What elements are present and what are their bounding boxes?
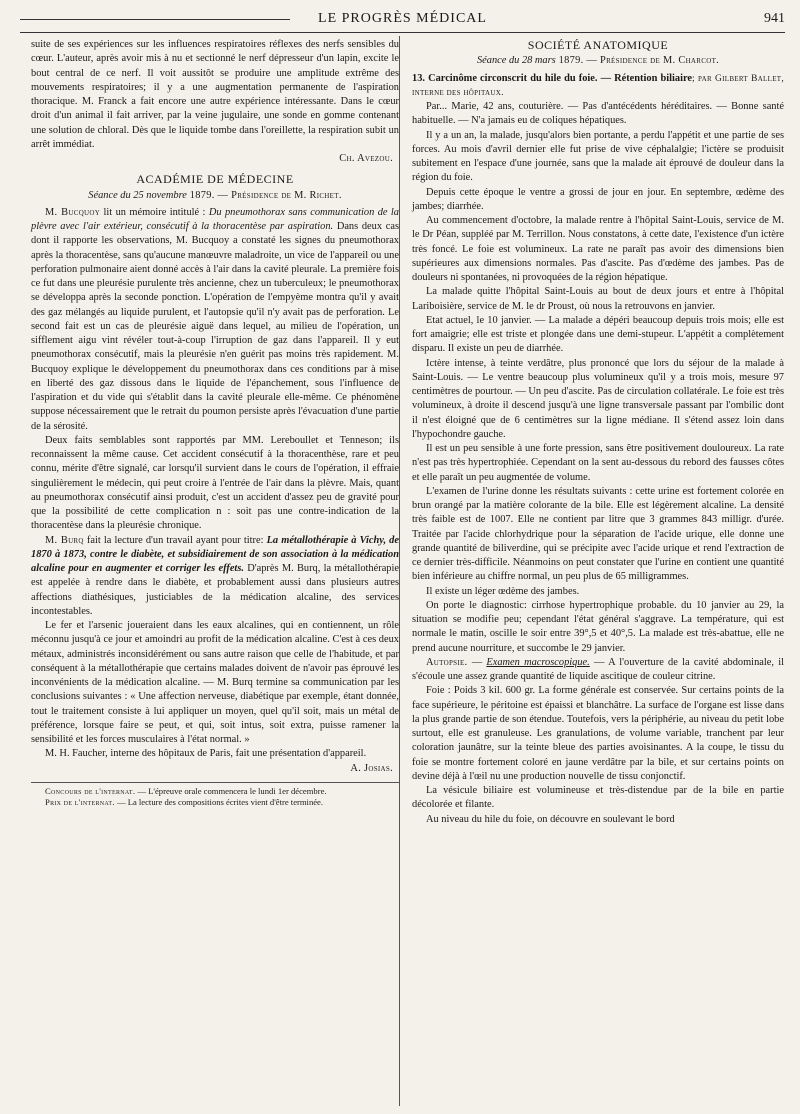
note-prix-text: — La lecture des compositions écrites vient d'être terminée. (114, 797, 324, 808)
burq-name: M. Burq (45, 534, 84, 546)
faucher-paragraph: M. H. Faucher, interne des hôpitaux de Paris, fait une présentation d'appareil. (45, 748, 367, 760)
note-concours (31, 786, 399, 798)
running-header (20, 10, 785, 33)
case-paragraph-2: Il y a un an, la malade, jusqu'alors bien portante, a perdu l'appétit et une partie de ses forces. Au mois d'avril dernier elle fut prise de vive céphalalgie; l'ictère se produisit subitement en l'espace d'une journée, sans que la malade ait éprouvé de douleur dans la région du foie. (412, 129, 784, 184)
burq-paragraph (31, 534, 399, 620)
note-concours-label: Concours de l'internat. (45, 785, 136, 796)
note-prix (31, 797, 399, 809)
case-paragraph-8: Il est un peu sensible à une forte pression, sans être positivement douloureux. La rate n'est pas très hypertrophiée. Cependant on la sent au-dessous du rebord des fausses côtes et elle paraît un peu augmentée de volume. (412, 443, 784, 483)
bucquoy-lead: lit un mémoire intitulé : (100, 206, 209, 218)
bucquoy-rest: Dans deux cas dont il rapporte les observations, M. Bucquoy a constaté les signes du pneumothorax après la thoracentèse, sans qu'aucune manœuvre maladroite, un vice de l'appareil ou une perforation pulmonaire aient donné accès à l'air dans la cavité pleurale. La première fois ce fut dans une pleurésie purulente très ancienne, chez un tuberculeux; le pneumothorax se développa après la seconde ponction. L'opération de l'empyème montra qu'il y avait des gaz mélangés au liquide purulent, et l'autopsie qu'il n'y avait pas de perforation. Le second fait est un cas de pleurésie aiguë dans lequel, au milieu de l'opération, un sifflement aigu vint révéler tout-à-coup l'irruption de gaz dans l'appareil. Il y eut pneumothorax consécutif, mais la pleurésie n'en guérit pas moins très rapidement. M. Bucquoy explique le développement du pneumothorax dans ces conditions par à mise en liberté des gaz dissous dans le liquide de l'épanchement, sous l'influence de l'aspiration et du vide qui s'établit dans la cavité pleurale elle-même. Ce phénomène suppose nécessairement que le retrait du poumon persiste après l'évacuation d'une partie de la sérosité. (31, 221, 399, 432)
journal-title: LE PROGRÈS MÉDICAL (318, 11, 487, 26)
academie-heading: ACADÉMIE DE MÉDECINE (136, 172, 294, 187)
academie-seance-rest: 1879. — Présidence de M. Richet. (186, 189, 342, 201)
note-prix-label: Prix de l'internat. (45, 797, 115, 808)
societe-seance-date: Séance du 28 mars (476, 55, 556, 67)
case-paragraph-9: L'examen de l'urine donne les résultats suivants : cette urine est fortement colorée en brun orangé par la matière colorante de la bile. Elle est légèrement alcaline. La densité très faible est de 1007. Elle ne contient par litre que 3 grammes 843 milligr. d'urée. Traitée par l'acide chlorhydrique pour la séparation de l'acide urique, elle donne une grande quantité de biliverdine, qui se précipite avec l'acide urique et rend l'extraction de ce dernier très-difficile. Néanmoins on peut constater que l'urine en contient une quantité bien inférieure au chiffre normal, un peu plus de 65 milligrammes. (412, 485, 784, 583)
intro-paragraph: suite de ses expériences sur les influences respiratoires réflexes des nerfs sensibles du cœur. L'auteur, après avoir mis à nu et sectionné le nerf dépresseur d'un lapin, excite le bout central de ce nerf. Il voit aussitôt se produire une amplitude extrême des mouvements respiratoires; il y a une augmentation permanente de l'aspiration thoracique. M. Franck a fait encore une autre expérience intéressante. Dans le cœur droit d'un animal il fait arriver, par la veine jugulaire, une sonde en gomme contenant une solution de chloral. Dès que le liquide tombe dans l'oreillette, la respiration subit un arrêt immédiat. (31, 39, 399, 150)
case-paragraph-6: Etat actuel, le 10 janvier. — La malade a dépéri beaucoup depuis trois mois; elle est fort amaigrie; elle est triste et plongée dans une demi-stupeur. L'appétit a complètement disparu. Il existe un peu de diarrhée. (412, 314, 784, 355)
burq-title: La métallothérapie à Vichy, de 1870 à 1873, contre le diabète, et subsidiairement de son association à la médication alcaline pour en augmenter et corriger les effets. (31, 534, 399, 574)
footnotes (31, 782, 399, 809)
case-paragraph-3: Depuis cette époque le ventre a grossi de jour en jour. En septembre, œdème des jambes; diarrhée. (412, 186, 784, 212)
case-paragraph-4: Au commencement d'octobre, la malade rentre à l'hôpital Saint-Louis, service de M. le Dr Péan, suppléé par M. Terrillon. Nous constatons, à cette date, l'existence d'un ictère très foncé. Le foie est volumineux. La rate ne paraît pas avoir des dimensions bien supérieures aux dimensions normales. Pas d'ascite. Pas d'œdème des jambes. Pas de douleurs ni spontanées, ni provoquées de la région hépatique. (412, 215, 784, 283)
autopsie-label: Autopsie. (426, 656, 468, 668)
intro-signature: Ch. Avezou. (339, 153, 393, 164)
case-paragraph-10: Il existe un léger œdème des jambes. (426, 585, 580, 597)
hile-paragraph: Au niveau du hile du foie, on découvre en soulevant le bord (426, 813, 675, 825)
burq-lead: fait la lecture d'un travail ayant pour titre: (83, 534, 267, 546)
case-paragraph-5: La malade quitte l'hôpital Saint-Louis au bout de deux jours et entre à l'hôpital Lariboisière, service de M. le dr Proust, où nous la retrouvons en janvier. (412, 286, 784, 312)
case-paragraph-7: Ictère intense, à teinte verdâtre, plus prononcé que lors du séjour de la malade à Saint-Louis. — Le ventre beaucoup plus volumineux qu'il y a trois mois, mesure 97 centimètres de pourtour. — Un peu d'ascite. Pas de circulation collatérale. Le foie est très volumineux, à droite il descend jusqu'à une ligne transversale passant par l'ombilic dont il n'est éloigné que de 6 centimètres sur la ligne médiane. Il s'étend assez loin dans l'hypochondre gauche. (412, 357, 784, 440)
right-column (412, 38, 784, 827)
case-paragraph-11: On porte le diagnostic: cirrhose hypertrophique probable. du 10 janvier au 29, la situation se modifie peu; cependant l'état général s'aggrave. La température, qui est normale le matin, oscille le soir entre 39°,5 et 40°,5. La malade est très-abattue, elle ne prend aucune nourriture, et succombe le 29 janvier. (412, 599, 784, 654)
fer-arsenic-paragraph: Le fer et l'arsenic joueraient dans les eaux alcalines, qui en contiennent, un rôle méconnu jusqu'à ce jour et amoindri au profit de la médication alcaline. C'est à ces deux métaux, administrés inconsidérément ou sans autre raison que celle de l'habitude, et par conséquent à la métallothérapie que certains malades doivent de n'avoir pas éprouvé les inconvénients de la médication alcaline. — M. Burq termine sa communication par les conclusions suivantes : « Une affection nerveuse, diabétique par exemple, étant donnée, tout le traitement consiste à lui appliquer un moyen, quel qu'il soit, mais un métal de préférence, lorsque faire se peut, et qui, soit intus, soit extra, puisse ramener la sensibilité et les forces musculaires à l'état normal. » (31, 620, 399, 745)
autopsie-paragraph: Autopsie. — Examen macroscopique. — A l'ouverture de la cavité abdominale, il s'écoule une assez grande quantité de liquide ascitique de couleur citrine. (412, 656, 784, 682)
case-author: ; par Gilbert Ballet, interne des hôpitaux. (412, 73, 784, 98)
societe-seance-rest: 1879. — Présidence de M. Charcot. (555, 55, 720, 67)
bucquoy-paragraph (31, 206, 399, 434)
foie-paragraph: Foie : Poids 3 kil. 600 gr. La forme générale est conservée. Sur certains points de la face supérieure, le péritoine est épaissi et blanchâtre. La surface de l'organe est lisse dans la plus grande partie de son étendue. Toutefois, vers la périphérie, au niveau du petit lobe surtout, elle est granuleuse. Les granulations, de volume variable, tranchent par leur coloration jaunâtre, sur la teinte bleue des parties avoisinantes. A la coupe, le tissu du foie se montre fortement coloré en jaune verdâtre par la bile, et sur certains points on devine déjà à l'œil nu une production nouvelle de tissu conjonctif. (412, 685, 784, 782)
faucher-signature: A. Josias. (350, 762, 393, 774)
deux-faits-paragraph: Deux faits semblables sont rapportés par MM. Lereboullet et Tenneson; ils reconnaissent la même cause. Cet accident consécutif à la thoracenthèse, rare et peu connu, mérite d'être signalé, car lorsqu'il survient dans le cours de l'opération, il effraie singulièrement le médecin, qui peut croire à l'entrée de l'air dans la plèvre. Mais, quant au pneumothorax consécutif ainsi produit, c'est un accident d'assez peu de gravité pour que la possibilité de cette complication n : soit pas une contre-indication de la thoracentèse dans la pleurésie chronique. (31, 434, 399, 532)
societe-seance (412, 54, 784, 68)
case-title-line (412, 72, 784, 101)
case-paragraph-1: Par... Marie, 42 ans, couturière. — Pas d'antécédents héréditaires. — Bonne santé habituelle. — N'a jamais eu de coliques hépatiques. (412, 101, 784, 127)
page-number: 941 (764, 11, 785, 26)
burq-rest: D'après M. Burq, la métallothérapie est appelée à rendre dans le diabète, et probablement aussi dans plusieurs autres affections diathésiques, justiciables de la médication alcaline, des services incontestables. (31, 563, 400, 617)
bucquoy-title: Du pneumothorax sans communication de la plèvre avec l'air extérieur, consécutif à la thoracentèse par aspiration. (31, 206, 399, 232)
case-title: 13. Carcinôme circonscrit du hile du foie. — Rétention biliaire (412, 72, 693, 84)
left-column (31, 38, 399, 809)
academie-seance (31, 189, 399, 203)
note-concours-text: — L'épreuve orale commencera le lundi 1er décembre. (135, 785, 327, 796)
bucquoy-name: M. Bucquoy (45, 206, 101, 218)
societe-heading: SOCIÉTÉ ANATOMIQUE (527, 38, 669, 52)
vesicule-paragraph: La vésicule biliaire est volumineuse et très-distendue par de la bile en partie décolorée et filante. (412, 785, 784, 811)
academie-seance-date: Séance du 25 novembre (88, 189, 187, 201)
autopsie-text: — A l'ouverture de la cavité abdominale, il s'écoule une assez grande quantité de liquide ascitique de couleur citrine. (412, 656, 784, 682)
autopsie-subtitle: Examen macroscopique. (486, 656, 590, 668)
column-divider (399, 36, 400, 1106)
